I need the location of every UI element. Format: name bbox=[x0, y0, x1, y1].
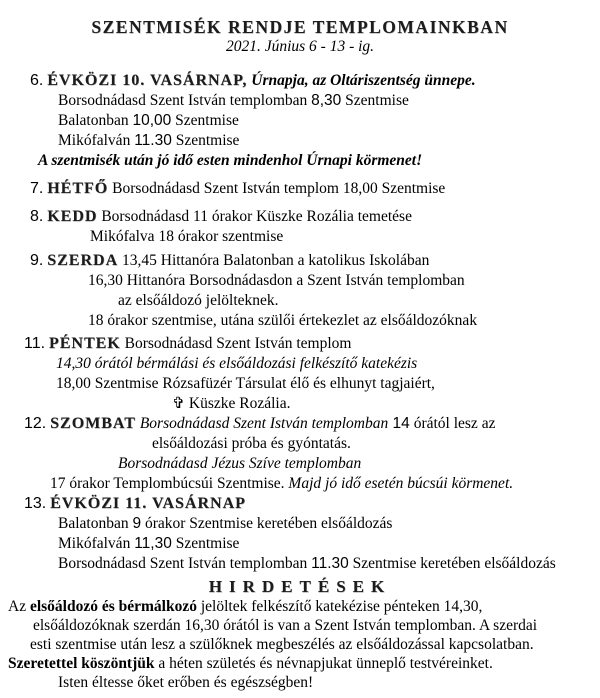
mass-place: Balatonban bbox=[58, 112, 133, 129]
mass-time: 10,00 bbox=[132, 112, 172, 129]
day-name: PÉNTEK bbox=[48, 335, 121, 352]
announcement-line: esti szentmise után lesz a szülőknek megbeszélés az elsőáldozással kapcsolatban. bbox=[30, 636, 534, 653]
day-text: Borsodnádasd Szent István templom 18,00 Szentmise bbox=[112, 180, 446, 197]
day-heading-saturday bbox=[24, 414, 600, 434]
schedule-line: 16,30 Hittanóra Borsodnádasdon a Szent István templomban bbox=[88, 272, 465, 289]
schedule-line bbox=[50, 474, 600, 494]
schedule-line: elsőáldozási próba és gyóntatás. bbox=[152, 435, 351, 452]
day-number: 8. bbox=[30, 208, 44, 225]
day-name: ÉVKÖZI 10. VASÁRNAP, bbox=[47, 72, 248, 89]
mass-place: Balatonban bbox=[58, 515, 133, 532]
mass-time: 9 bbox=[132, 515, 142, 532]
mass-type: Szentmise bbox=[171, 112, 239, 129]
schedule-line: az elsőáldozó jelölteknek. bbox=[118, 292, 279, 309]
schedule-line: 18 órakor szentmise, utána szülői értekezlet az elsőáldozóknak bbox=[88, 312, 478, 329]
schedule-line: 18,00 Szentmise Rózsafüzér Társulat élő és elhunyt tagjaiért, bbox=[56, 375, 435, 392]
church-name: Borsodnádasd Szent István templomban bbox=[139, 415, 389, 432]
announcement-bold: Szeretettel köszöntjük bbox=[8, 655, 155, 672]
announcement-text: jelöltek felkészítő katekézise pénteken 14,30, bbox=[197, 598, 483, 615]
procession-note: A szentmisék után jó idő esten mindenhol Úrnapi körmenet! bbox=[38, 152, 423, 169]
announcement-bold: elsőáldozó és bérmálkozó bbox=[29, 598, 197, 615]
day-text: órától lesz az bbox=[409, 415, 496, 432]
mass-text: 17 órakor Templombúcsúi Szentmise. bbox=[50, 475, 289, 492]
deceased-name: Küszke Rozália. bbox=[185, 395, 291, 412]
mass-time: 11,30 bbox=[134, 535, 172, 552]
mass-type: Szentmise keretében elsőáldozás bbox=[348, 555, 556, 572]
announcement-line: elsőáldozóknak szerdán 16,30 órától is van a Szent István templomban. A szerdai bbox=[33, 617, 538, 634]
procession-note: Majd jó idő esetén búcsúi körmenet. bbox=[288, 475, 514, 492]
event-time: 14 bbox=[388, 415, 410, 432]
day-heading-friday bbox=[24, 334, 600, 354]
day-heading-sunday-june6 bbox=[30, 71, 600, 91]
day-text: Borsodnádasd 11 órakor Küszke Rozália temetése bbox=[101, 208, 412, 225]
day-name: SZOMBAT bbox=[50, 415, 136, 432]
day-number: 6. bbox=[30, 72, 44, 89]
day-heading-monday bbox=[30, 179, 600, 199]
day-text: Borsodnádasd Szent István templom bbox=[124, 335, 352, 352]
schedule-line: 14,30 órától bérmálási és elsőáldozási felkészítő katekézis bbox=[56, 355, 418, 372]
announcement-line bbox=[8, 597, 600, 616]
mass-line bbox=[58, 111, 600, 131]
schedule-line: Mikófalva 18 órakor szentmise bbox=[90, 228, 284, 245]
announcement-line bbox=[8, 654, 600, 673]
day-name: HÉTFŐ bbox=[47, 180, 109, 197]
mass-line bbox=[58, 91, 600, 111]
announcement-text: a héten születés és névnapjukat ünneplő testvéreinket. bbox=[154, 655, 493, 672]
mass-time: 8,30 bbox=[311, 92, 342, 109]
day-text: 13,45 Hittanóra Balatonban a katolikus Iskolában bbox=[122, 252, 430, 269]
mass-type: Szentmise bbox=[171, 535, 240, 552]
mass-place: Mikófalván bbox=[58, 132, 135, 149]
deceased-line bbox=[172, 394, 600, 414]
day-name: ÉVKÖZI 11. VASÁRNAP bbox=[50, 495, 246, 512]
mass-line bbox=[58, 514, 600, 534]
mass-line bbox=[58, 534, 600, 554]
mass-time: 11.30 bbox=[311, 555, 349, 572]
day-heading-tuesday bbox=[30, 207, 600, 227]
feast-title: Úrnapja, az Oltáriszentség ünnepe. bbox=[251, 72, 476, 89]
mass-place: Mikófalván bbox=[58, 535, 135, 552]
mass-type: Szentmise bbox=[171, 132, 240, 149]
mass-time: 11.30 bbox=[134, 132, 172, 149]
day-number: 7. bbox=[30, 180, 44, 197]
mass-type: órakor Szentmise keretében elsőáldozás bbox=[141, 515, 393, 532]
day-name: KEDD bbox=[47, 208, 98, 225]
doc-title: SZENTMISÉK RENDJE TEMPLOMAINKBAN bbox=[91, 17, 509, 37]
day-name: SZERDA bbox=[47, 252, 119, 269]
mass-line bbox=[58, 554, 600, 574]
mass-place: Borsodnádasd Szent István templomban bbox=[58, 92, 312, 109]
mass-type: Szentmise bbox=[341, 92, 409, 109]
announcement-text: Az bbox=[8, 598, 30, 615]
mass-place: Borsodnádasd Szent István templomban bbox=[58, 555, 312, 572]
mass-line bbox=[58, 131, 600, 151]
day-heading-wednesday bbox=[30, 251, 600, 271]
day-number: 13. bbox=[24, 495, 47, 512]
blessing-line: Isten éltesse őket erőben és egészségben! bbox=[58, 674, 314, 691]
announcements-header: HIRDETÉSEK bbox=[208, 577, 392, 596]
day-heading-sunday-june13 bbox=[24, 494, 600, 514]
day-number: 9. bbox=[30, 252, 44, 269]
cross-icon: ✞ bbox=[172, 395, 185, 412]
day-number: 12. bbox=[24, 415, 47, 432]
day-number: 11. bbox=[24, 335, 46, 352]
church-name-line: Borsodnádasd Jézus Szíve templomban bbox=[118, 455, 362, 472]
doc-subtitle: 2021. Június 6 - 13 - ig. bbox=[225, 38, 375, 55]
